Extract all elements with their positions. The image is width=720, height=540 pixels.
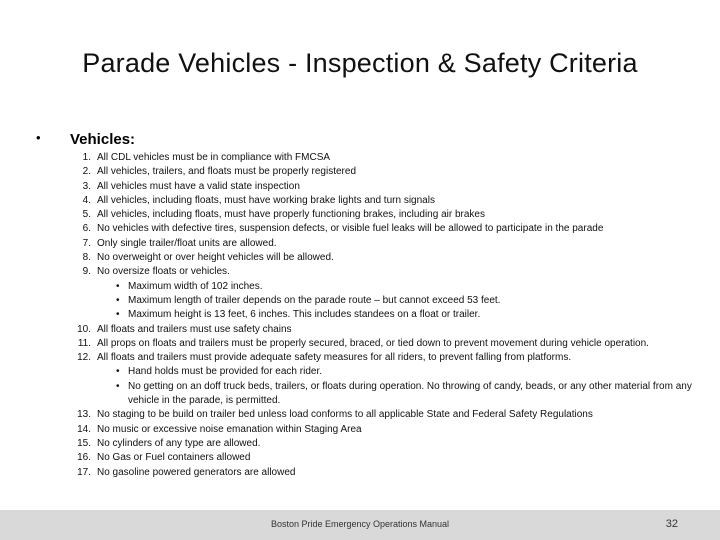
item-text: No overweight or over height vehicles will be allowed.	[97, 252, 334, 264]
list-item	[75, 194, 695, 208]
list-item	[75, 208, 695, 222]
item-number: 7.	[82, 237, 91, 249]
page-number: 32	[665, 518, 678, 530]
sub-list-item	[75, 308, 695, 322]
criteria-list	[75, 151, 695, 480]
item-text: All floats and trailers must provide adequate safety measures for all riders, to prevent falling from platforms.	[97, 352, 572, 364]
list-item	[75, 437, 695, 451]
sub-list-item	[75, 380, 695, 409]
sub-bullet: •	[116, 280, 120, 292]
list-item	[75, 151, 695, 165]
item-text: All CDL vehicles must be in compliance with FMCSA	[97, 152, 331, 163]
sub-bullet: •	[116, 294, 120, 306]
item-number: 3.	[82, 180, 91, 192]
footer-bar	[0, 510, 720, 540]
list-item	[75, 265, 695, 279]
list-item	[75, 423, 695, 437]
item-number: 17.	[77, 466, 91, 478]
item-text: No cylinders of any type are allowed.	[97, 437, 261, 449]
item-number: 10.	[77, 323, 91, 335]
list-item	[75, 408, 695, 422]
slide-title: Parade Vehicles - Inspection & Safety Criteria	[82, 48, 638, 78]
item-text: All vehicles must have a valid state inspection	[97, 180, 300, 192]
item-number: 9.	[82, 266, 91, 278]
list-item	[75, 351, 695, 365]
sub-item-text: No getting on an doff truck beds, trailers, or floats during operation. No throwing of candy, beads, or any other material from any vehicle in the parade, is permitted.	[128, 380, 692, 407]
item-number: 6.	[82, 223, 91, 235]
item-text: No oversize floats or vehicles.	[97, 266, 230, 278]
section-heading: Vehicles:	[70, 131, 136, 148]
list-item	[75, 251, 695, 265]
sub-bullet: •	[116, 380, 120, 392]
list-item	[75, 451, 695, 465]
sub-list-item	[75, 365, 695, 379]
sub-bullet: •	[116, 309, 120, 321]
sub-bullet: •	[116, 366, 120, 378]
item-number: 2.	[82, 166, 91, 178]
list-item	[75, 222, 695, 236]
item-text: No staging to be build on trailer bed unless load conforms to all applicable State and Federal Safety Regulations	[97, 409, 593, 421]
item-text: All props on floats and trailers must be properly secured, braced, or tied down to prevent movement during vehicle operation.	[97, 337, 649, 349]
item-text: All vehicles, including floats, must have properly functioning brakes, including air brakes	[97, 209, 485, 221]
list-item	[75, 237, 695, 251]
item-number: 11.	[77, 337, 91, 349]
item-text: All floats and trailers must use safety chains	[97, 323, 292, 335]
sub-item-text: Maximum length of trailer depends on the parade route – but cannot exceed 53 feet.	[128, 294, 501, 306]
item-text: Only single trailer/float units are allowed.	[97, 237, 277, 249]
footer-text: Boston Pride Emergency Operations Manual	[270, 519, 450, 529]
sub-list-item	[75, 294, 695, 308]
item-number: 12.	[77, 352, 91, 364]
sub-item-text: Hand holds must be provided for each rider.	[128, 366, 322, 378]
item-number: 14.	[77, 423, 91, 435]
item-text: No vehicles with defective tires, suspension defects, or visible fuel leaks will be allowed to participate in the parade	[97, 223, 604, 235]
item-text: No Gas or Fuel containers allowed	[97, 452, 251, 464]
item-number: 15.	[77, 437, 91, 449]
sub-item-text: Maximum width of 102 inches.	[128, 280, 263, 292]
list-item	[75, 337, 695, 351]
item-number: 8.	[82, 252, 91, 264]
list-item	[75, 180, 695, 194]
item-text: No music or excessive noise emanation within Staging Area	[97, 423, 362, 435]
item-number: 1.	[82, 152, 91, 163]
sub-item-text: Maximum height is 13 feet, 6 inches. This includes standees on a float or trailer.	[128, 309, 481, 321]
list-item	[75, 165, 695, 179]
item-number: 16.	[77, 452, 91, 464]
item-number: 5.	[82, 209, 91, 221]
item-text: All vehicles, trailers, and floats must be properly registered	[97, 166, 357, 178]
bullet-marker: •	[36, 130, 41, 145]
list-item	[75, 323, 695, 337]
item-text: No gasoline powered generators are allowed	[97, 466, 296, 478]
list-item	[75, 466, 695, 480]
sub-list-item	[75, 280, 695, 294]
item-text: All vehicles, including floats, must have working brake lights and turn signals	[97, 194, 435, 206]
item-number: 13.	[77, 409, 91, 421]
item-number: 4.	[82, 194, 91, 206]
